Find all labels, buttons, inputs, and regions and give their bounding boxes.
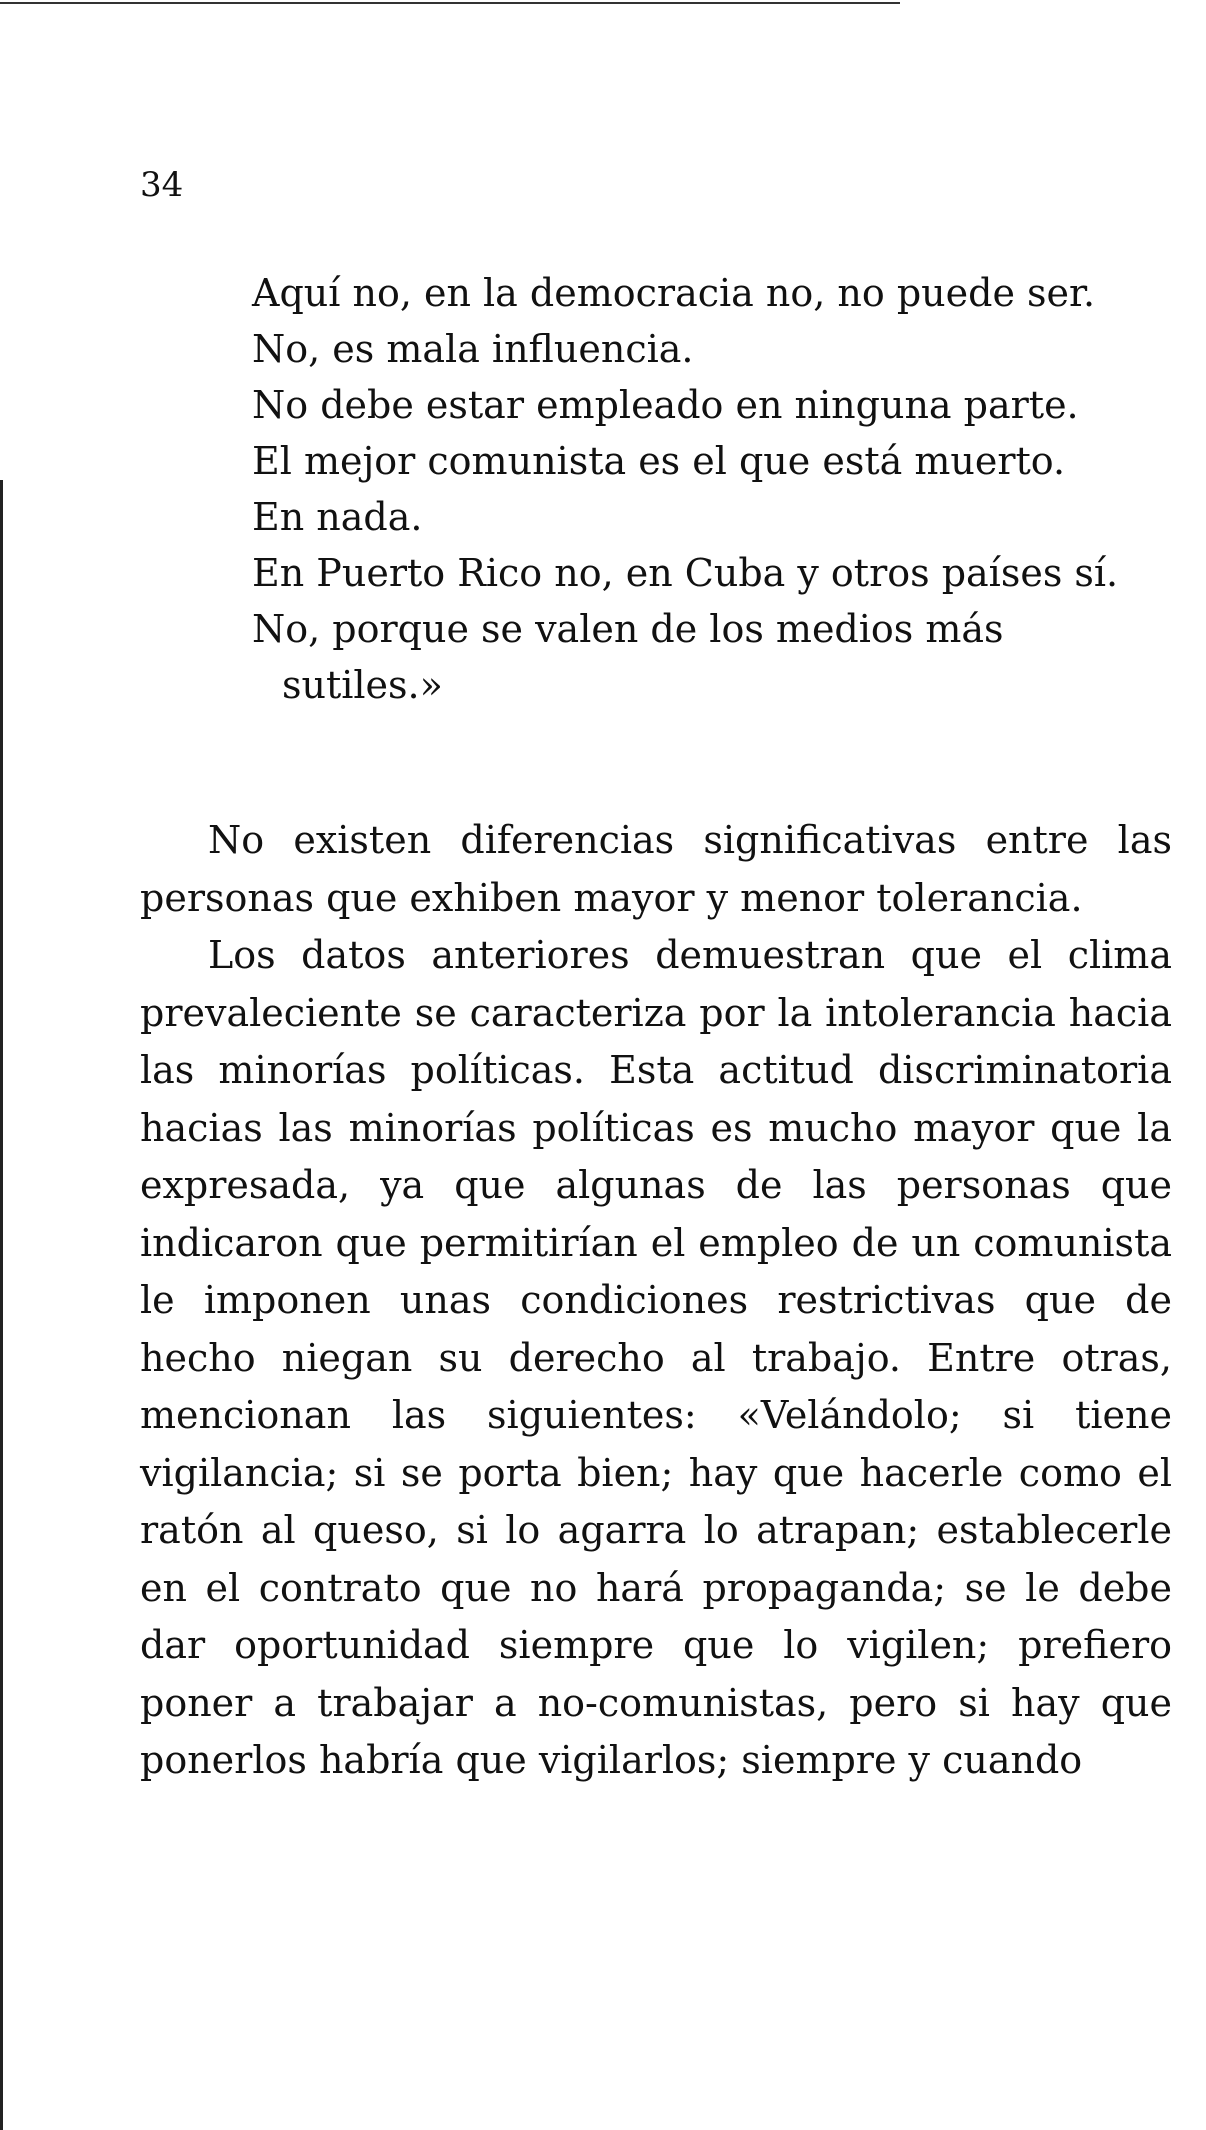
page-number: 34 [140,165,184,205]
quote-line: No, porque se valen de los medios más sutiles.» [252,607,1004,707]
body-text [140,812,1172,1790]
quoted-responses [252,265,1172,713]
left-border-line [0,480,3,2130]
quote-line: En nada. [252,495,423,539]
paragraph: Los datos anteriores demuestran que el clima prevaleciente se caracteriza por la intolerancia hacia las minorías políticas. Esta actitud discriminatoria hacias las minorías políticas es mucho mayor que la expresada, ya que algunas de las personas que indicaron que permitirían el empleo de un comunista le imponen unas condiciones restrictivas que de hecho niegan su derecho al trabajo. Entre otras, mencionan las siguientes: «Velándolo; si tiene vigilancia; si se porta bien; hay que hacerle como el ratón al queso, si lo agarra lo atrapan; establecerle en el contrato que no hará propaganda; se le debe dar oportunidad siempre que lo vigilen; prefiero poner a trabajar a no-comunistas, pero si hay que ponerlos habría que vigilarlos; siempre y cuando [140,933,1172,1782]
quote-line: El mejor comunista es el que está muerto. [252,439,1066,483]
paragraph: No existen diferencias significativas entre las personas que exhiben mayor y menor tolerancia. [140,818,1172,920]
quote-line: En Puerto Rico no, en Cuba y otros países sí. [252,551,1119,595]
quote-line: Aquí no, en la democracia no, no puede ser. [252,271,1096,315]
quote-line: No, es mala influencia. [252,327,694,371]
quote-line: No debe estar empleado en ninguna parte. [252,383,1079,427]
top-border-line [0,2,900,4]
